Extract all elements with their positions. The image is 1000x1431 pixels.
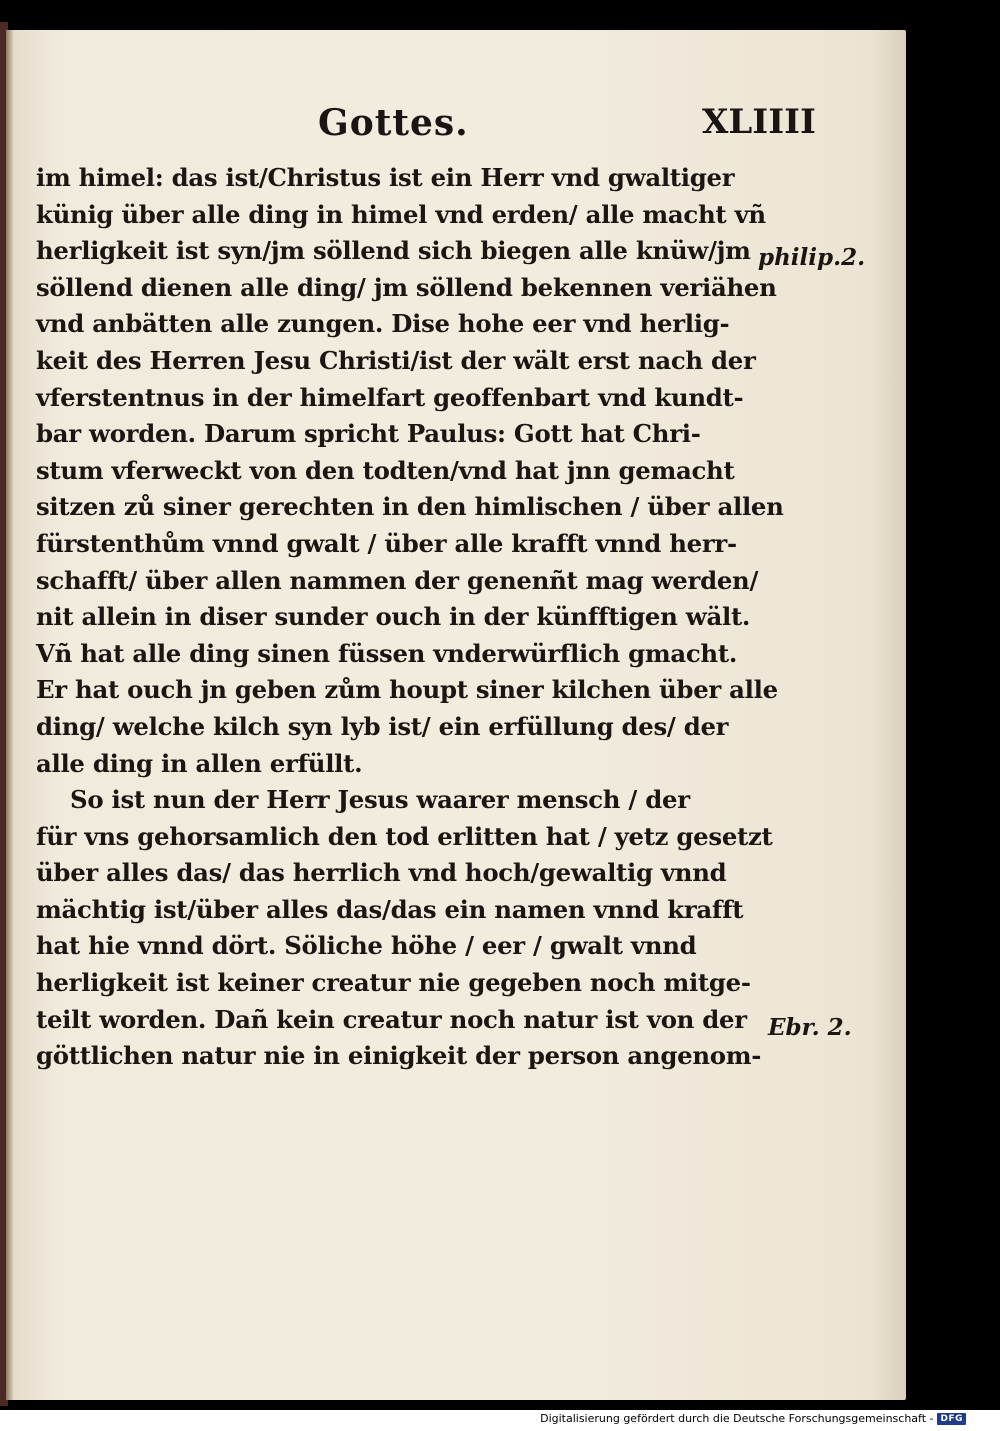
text-line: söllend dienen alle ding/ jm söllend bekennen veriähen: [36, 272, 777, 302]
text-line: künig über alle ding in himel vnd erden/ alle macht vñ: [36, 199, 766, 229]
text-line: stum vferweckt von den todten/vnd hat jnn gemacht: [36, 455, 735, 485]
margin-note-ebr: Ebr. 2.: [768, 1014, 852, 1041]
margin-note-philip: philip.2.: [758, 244, 866, 271]
text-line: mächtig ist/über alles das/das ein namen vnnd krafft: [36, 894, 744, 924]
body-text: [36, 160, 784, 1075]
text-line: über alles das/ das herrlich vnd hoch/gewaltig vnnd: [36, 858, 727, 888]
text-line: nit allein in diser sunder ouch in der künfftigen wält.: [36, 602, 751, 632]
text-line: sitzen zů siner gerechten in den himlischen / über allen: [36, 492, 784, 522]
text-line: hat hie vnnd dört. Söliche höhe / eer / gwalt vnnd: [36, 931, 697, 961]
text-line: keit des Herren Jesu Christi/ist der wält erst nach der: [36, 345, 756, 375]
digitization-credit: [540, 1412, 966, 1425]
text-line: bar worden. Darum spricht Paulus: Gott hat Chri-: [36, 419, 701, 449]
page-gutter-shadow: [6, 30, 14, 1400]
running-title: Gottes.: [318, 102, 469, 144]
folio-number: XLIIII: [702, 102, 816, 142]
text-line: für vns gehorsamlich den tod erlitten hat / yetz gesetzt: [36, 821, 773, 851]
text-line: vferstentnus in der himelfart geoffenbart vnd kundt-: [36, 382, 744, 412]
text-line: herligkeit ist keiner creatur nie gegeben noch mitge-: [36, 968, 751, 998]
text-line: im himel: das ist/Christus ist ein Herr vnd gwaltiger: [36, 163, 735, 192]
text-line: So ist nun der Herr Jesus waarer mensch / der: [70, 785, 690, 815]
text-line: göttlichen natur nie in einigkeit der person angenom-: [36, 1041, 762, 1071]
credit-text: Digitalisierung gefördert durch die Deutsche Forschungsgemeinschaft -: [540, 1412, 934, 1425]
text-line: ding/ welche kilch syn lyb ist/ ein erfüllung des/ der: [36, 711, 729, 741]
dfg-logo-icon: DFG: [937, 1413, 966, 1425]
text-line: vnd anbätten alle zungen. Dise hohe eer vnd herlig-: [36, 309, 730, 339]
text-line: herligkeit ist syn/jm söllend sich biegen alle knüw/jm: [36, 236, 751, 266]
text-line: schafft/ über allen nammen der genenñt mag werden/: [36, 565, 759, 595]
text-line: Vñ hat alle ding sinen füssen vnderwürflich gmacht.: [36, 638, 738, 668]
text-line: Er hat ouch jn geben zům houpt siner kilchen über alle: [36, 675, 778, 705]
text-line: fürstenthům vnnd gwalt / über alle krafft vnnd herr-: [36, 528, 737, 558]
text-line: alle ding in allen erfüllt.: [36, 748, 363, 778]
text-line: teilt worden. Dañ kein creatur noch natur ist von der: [36, 1004, 747, 1034]
